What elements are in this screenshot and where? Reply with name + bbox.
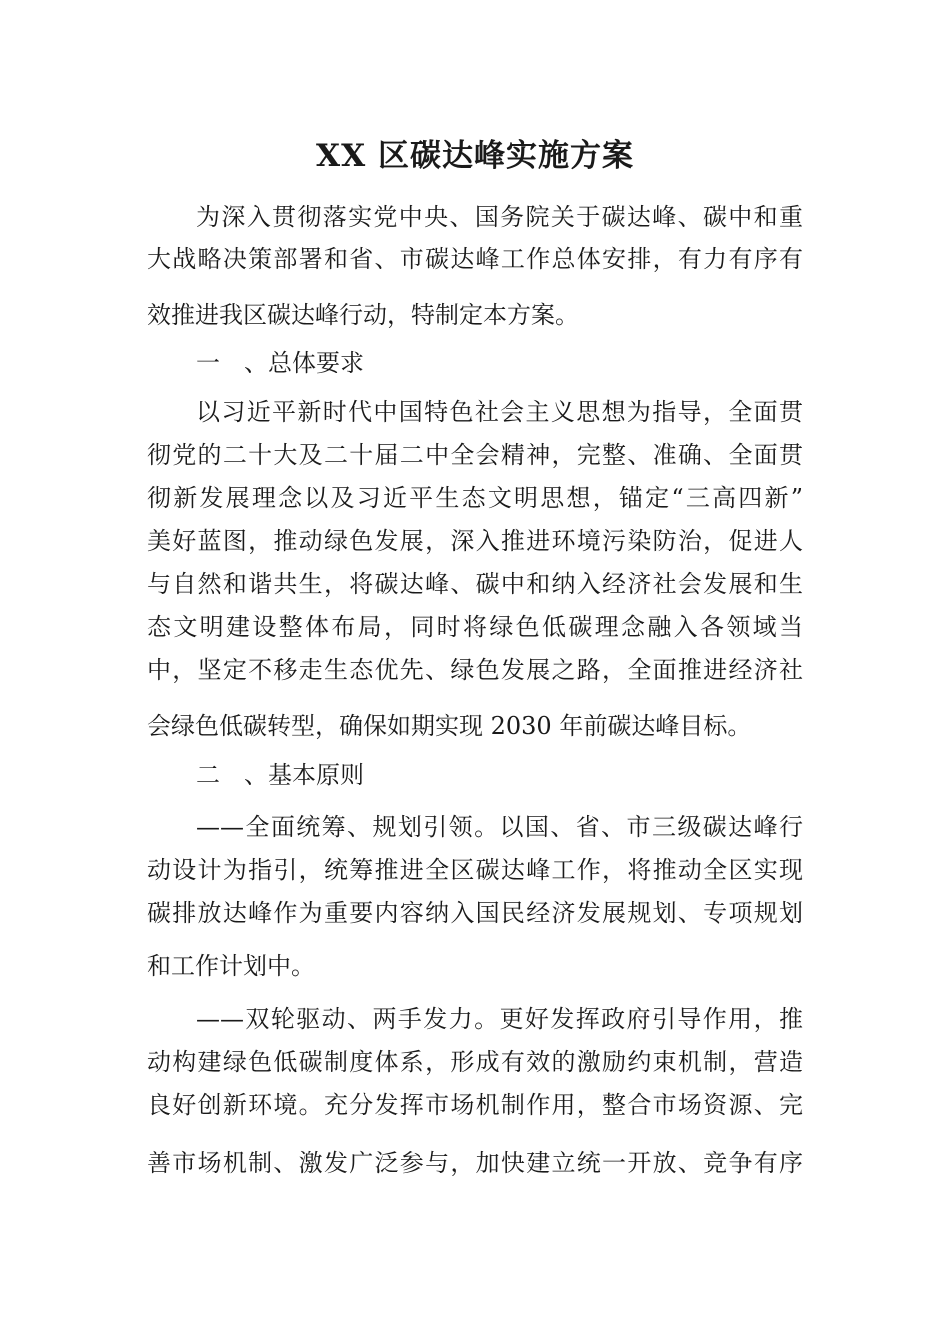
body-text-line: ——双轮驱动、两手发力。更好发挥政府引导作用，推: [196, 1005, 803, 1033]
body-text-line: 与自然和谐共生，将碳达峰、碳中和纳入经济社会发展和生: [147, 570, 803, 598]
body-text-line: 动构建绿色低碳制度体系，形成有效的激励约束机制，营造: [147, 1048, 803, 1076]
section-heading: 一 、总体要求: [196, 349, 364, 377]
body-text-line: 效推进我区碳达峰行动，特制定本方案。: [147, 301, 579, 329]
body-text-line: 良好创新环境。充分发挥市场机制作用，整合市场资源、完: [147, 1091, 803, 1119]
body-text-line: 和工作计划中。: [147, 952, 315, 980]
section-heading: 二 、基本原则: [196, 761, 364, 789]
body-text-line: ——全面统筹、规划引领。以国、省、市三级碳达峰行: [196, 813, 803, 841]
body-text-line: 为深入贯彻落实党中央、国务院关于碳达峰、碳中和重: [196, 203, 803, 231]
body-text-line: 大战略决策部署和省、市碳达峰工作总体安排，有力有序有: [147, 245, 803, 273]
body-text-line: 彻党的二十大及二十届二中全会精神，完整、准确、全面贯: [147, 441, 803, 469]
body-text-line: 会绿色低碳转型，确保如期实现 2030 年前碳达峰目标。: [147, 712, 752, 740]
body-text-line: 中，坚定不移走生态优先、绿色发展之路，全面推进经济社: [147, 656, 803, 684]
body-text-line: 美好蓝图，推动绿色发展，深入推进环境污染防治，促进人: [147, 527, 803, 555]
body-text-line: 碳排放达峰作为重要内容纳入国民经济发展规划、专项规划: [147, 899, 803, 927]
body-text-line: 以习近平新时代中国特色社会主义思想为指导，全面贯: [196, 398, 803, 426]
document-title: XX 区碳达峰实施方案: [316, 138, 634, 174]
body-text-line: 彻新发展理念以及习近平生态文明思想，锚定“三高四新”: [147, 484, 803, 512]
body-text-line: 态文明建设整体布局，同时将绿色低碳理念融入各领域当: [147, 613, 803, 641]
body-text-line: 善市场机制、激发广泛参与，加快建立统一开放、竞争有序: [147, 1149, 803, 1177]
body-text-line: 动设计为指引，统筹推进全区碳达峰工作，将推动全区实现: [147, 856, 803, 884]
